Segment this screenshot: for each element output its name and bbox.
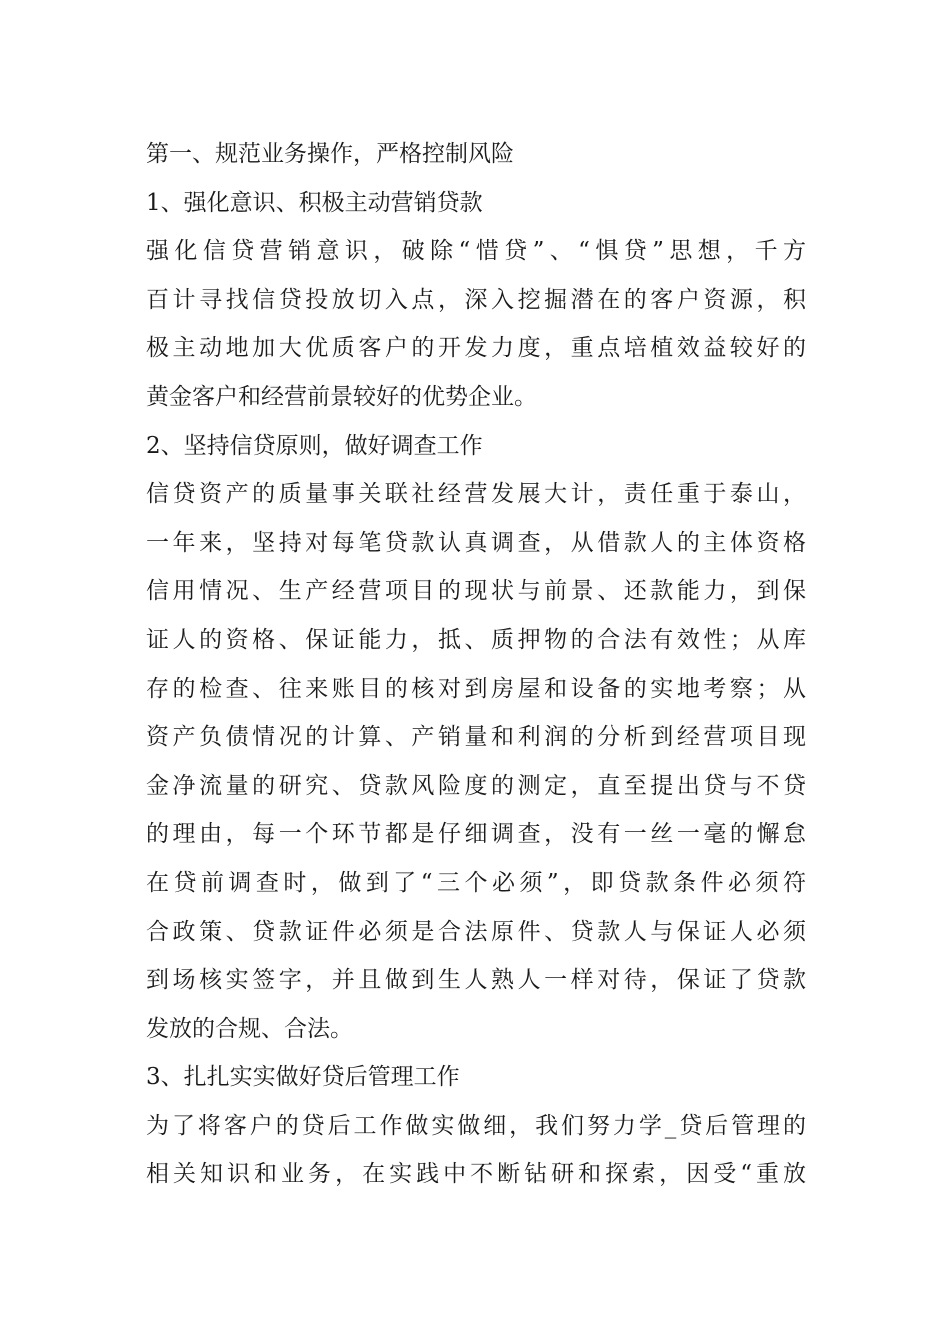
paragraph-line: 证人的资格、保证能力，抵、质押物的合法有效性；从库 [146,626,806,653]
subsection-heading: 2、坚持信贷原则，做好调查工作 [146,432,483,459]
paragraph-line: 黄金客户和经营前景较好的优势企业。 [146,383,537,410]
paragraph-line: 到场核实签字，并且做到生人熟人一样对待，保证了贷款 [146,967,806,994]
subsection-heading: 1、强化意识、积极主动营销贷款 [146,189,483,216]
paragraph-line: 一年来，坚持对每笔贷款认真调查，从借款人的主体资格 [146,529,806,556]
paragraph-line: 发放的合规、合法。 [146,1015,353,1042]
subsection-heading: 3、扎扎实实做好贷后管理工作 [146,1064,460,1091]
document-body [146,130,806,1199]
paragraph-line: 资产负债情况的计算、产销量和利润的分析到经营项目现 [146,724,806,751]
paragraph-line: 相关知识和业务，在实践中不断钻研和探索，因受“重放 [146,1161,806,1188]
paragraph-line: 合政策、贷款证件必须是合法原件、贷款人与保证人必须 [146,918,806,945]
paragraph-line: 强化信贷营销意识，破除“惜贷”、“惧贷”思想，千方 [146,238,806,265]
paragraph-line: 在贷前调查时，做到了“三个必须”，即贷款条件必须符 [146,869,806,896]
paragraph-line: 极主动地加大优质客户的开发力度，重点培植效益较好的 [146,335,806,362]
paragraph-line: 金净流量的研究、贷款风险度的测定，直至提出贷与不贷 [146,772,806,799]
section-heading: 第一、规范业务操作，严格控制风险 [146,141,514,167]
paragraph-line: 的理由，每一个环节都是仔细调查，没有一丝一毫的懈怠 [146,821,806,848]
paragraph-line: 存的检查、往来账目的核对到房屋和设备的实地考察；从 [146,675,806,702]
paragraph-line: 信用情况、生产经营项目的现状与前景、还款能力，到保 [146,578,806,605]
paragraph-line: 为了将客户的贷后工作做实做细，我们努力学_贷后管理的 [146,1112,806,1139]
paragraph-line: 信贷资产的质量事关联社经营发展大计，责任重于泰山， [146,481,806,508]
paragraph-line: 百计寻找信贷投放切入点，深入挖掘潜在的客户资源，积 [146,286,806,313]
